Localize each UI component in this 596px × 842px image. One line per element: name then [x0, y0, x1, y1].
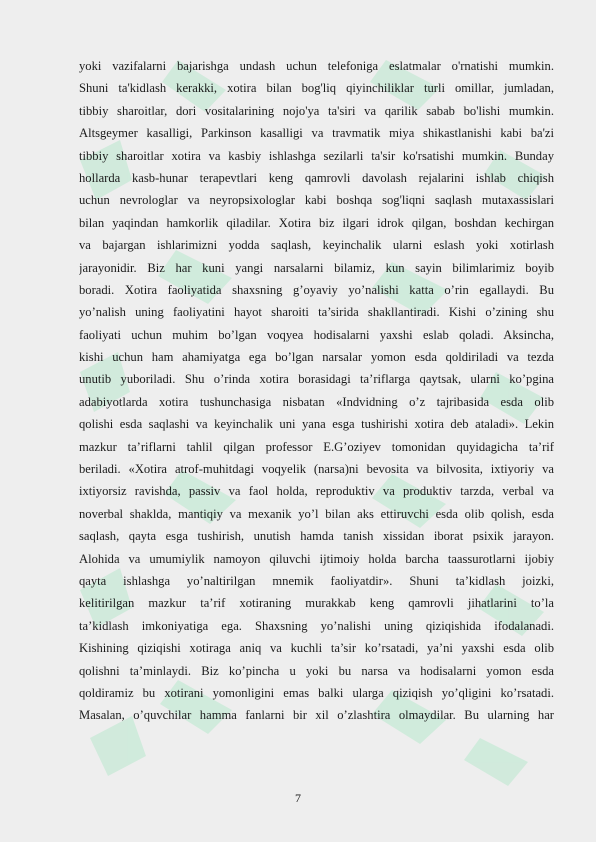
text-line: Kishining qiziqishi xotiraga aniq va kuchli ta’sir ko’rsatadi, ya’ni yaxshi esda olib	[79, 641, 554, 656]
text-line: yo’nalish uning faoliyatini hayot sharoiti ta’sirida shakllantiradi. Kishi o’zining shu	[79, 305, 554, 320]
text-line: Masalan, o’quvchilar hamma fanlarni bir xil o’zlashtira olmaydilar. Bu ularning har	[79, 708, 554, 723]
text-line: qolishi esda saqlashi va keyinchalik uni yana esga tushirishi xotira deb ataladi». Lekin	[79, 417, 554, 432]
text-line: faoliyati uchun muhim bo’lgan voqyea hodisalarni yaxshi eslab qoladi. Aksincha,	[79, 327, 554, 342]
text-line: tibbiy sharoitlar xotira va kasbiy ishlashga sezilarli ta'sir ko'rsatishi mumkin. Bunday	[79, 148, 554, 163]
text-line: adabiyotlarda xotira tushunchasiga nisbatan «Indvidning o’z tajribasida esda olib	[79, 394, 554, 409]
text-line: qolishni ta’minlaydi. Biz ko’pincha u yoki bu narsa va hodisalarni yomon esda	[79, 663, 554, 678]
text-line: yoki vazifalarni bajarishga undash uchun telefoniga eslatmalar o'rnatishi mumkin.	[79, 59, 554, 73]
text-line: qoldiramiz bu xotirani yomonligini emas balki ularga qiziqish yo’qligini ko’rsatadi.	[79, 685, 554, 700]
text-line: Shuni ta'kidlash kerakki, xotira bilan bog'liq qiyinchiliklar turli omillar, jumladan,	[79, 81, 554, 96]
text-line: uchun nevrologlar va neyropsixologlar kabi boshqa sog'liqni saqlash mutaxassislari	[79, 193, 554, 208]
text-line: tibbiy sharoitlar, dori vositalarining nojo'ya ta'siri va qarilik sabab bo'lishi mumkin.	[79, 103, 554, 118]
page-number: 7	[295, 791, 301, 805]
text-line: ixtiyorsiz ravishda, passiv va faol holda, reproduktiv va produktiv tarzda, verbal va	[79, 484, 554, 499]
text-line: saqlash, qayta esga tushirish, unutish hamda tanish xissidan iborat psixik jarayon.	[79, 529, 554, 544]
text-line: boradi. Xotira faoliyatida shaxsning g’oyaviy yo’nalishi katta o’rin egallaydi. Bu	[79, 282, 554, 297]
text-line: va bajargan ishlarimizni yodda saqlash, keyinchalik ularni eslash yoki xotirlash	[79, 238, 554, 253]
text-line: qayta ishlashga yo’naltirilgan mnemik faoliyatdir». Shuni ta’kidlash joizki,	[79, 573, 554, 588]
text-line: Alohida va umumiylik namoyon qiluvchi ijtimoiy holda barcha taassurotlarni ijobiy	[79, 551, 554, 566]
text-line: kelitirilgan mazkur ta’rif xotiraning murakkab keng qamrovli jihatlarini to’la	[79, 596, 554, 611]
text-line: bilan yaqindan hamkorlik qiladilar. Xotira biz ilgari idrok qilgan, boshdan kechirgan	[79, 215, 554, 230]
text-line: kishi uchun ham ahamiyatga ega bo’lgan narsalar yomon esda qoldiriladi va tezda	[79, 350, 554, 365]
text-line: Altsgeymer kasalligi, Parkinson kasalligi va travmatik miya shikastlanishi kabi ba'zi	[79, 126, 554, 141]
text-line: unutib yuboriladi. Shu o’rinda xotira borasidagi ta’riflarga qaytsak, ularni ko’pgina	[79, 372, 554, 387]
text-line: hollarda kasb-hunar terapevtlari keng qamrovli davolash rejalarini ishlab chiqish	[79, 170, 554, 185]
text-line: beriladi. «Xotira atrof-muhitdagi voqyelik (narsa)ni bevosita va bilvosita, ixtiyoriy va	[79, 462, 554, 477]
text-line: jarayonidir. Biz har kuni yangi narsalarni bilamiz, kun sayin bilimlarimiz boyib	[79, 260, 554, 275]
text-line: ta’kidlash imkoniyatiga ega. Shaxsning yo’nalishi uning qiziqishida ifodalanadi.	[79, 618, 554, 633]
body-text	[79, 55, 554, 727]
text-line: noverbal shaklda, mantiqiy va mexanik yo’l bilan aks ettiruvchi esda olib qolish, esda	[79, 506, 554, 521]
text-line: mazkur ta’riflarni tahlil qilgan professor E.G’oziyev tomonidan quyidagicha ta’rif	[79, 439, 554, 454]
